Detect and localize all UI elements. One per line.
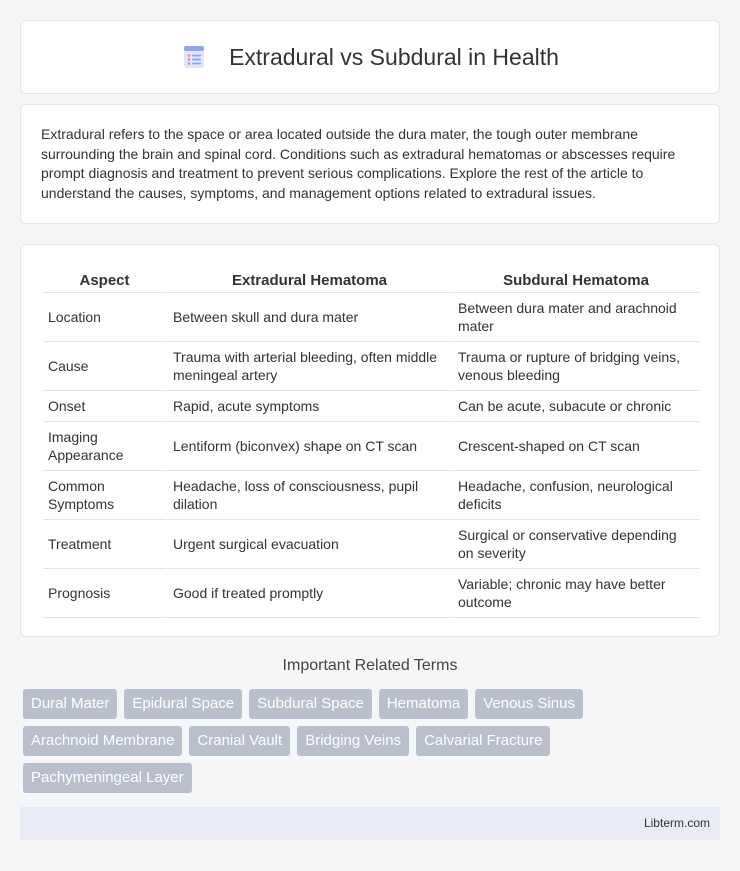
table-cell-aspect: Treatment (43, 520, 166, 569)
table-cell-aspect: Cause (43, 342, 166, 391)
table-cell-subdural: Crescent-shaped on CT scan (451, 422, 699, 471)
title-card (20, 20, 720, 94)
table-cell-extradural: Between skull and dura mater (166, 293, 451, 342)
related-term-tag[interactable]: Pachymeningeal Layer (23, 763, 192, 793)
footer (20, 807, 720, 840)
related-term-tag[interactable]: Venous Sinus (475, 689, 583, 719)
table-cell-aspect: Onset (43, 391, 166, 422)
table-row (43, 391, 699, 422)
table-cell-extradural: Good if treated promptly (166, 569, 451, 618)
footer-site-link[interactable]: Libterm.com (643, 816, 710, 830)
table-cell-extradural: Lentiform (biconvex) shape on CT scan (166, 422, 451, 471)
comparison-table (43, 265, 699, 618)
table-cell-extradural: Rapid, acute symptoms (166, 391, 451, 422)
table-cell-subdural: Trauma or rupture of bridging veins, venous bleeding (451, 342, 699, 391)
related-term-tag[interactable]: Calvarial Fracture (416, 726, 550, 756)
table-cell-subdural: Can be acute, subacute or chronic (451, 391, 699, 422)
table-cell-aspect: Location (43, 293, 166, 342)
related-terms-title: Important Related Terms (282, 657, 458, 674)
table-cell-extradural: Urgent surgical evacuation (166, 520, 451, 569)
related-terms-list (23, 689, 723, 800)
intro-card (20, 104, 720, 224)
table-cell-aspect: Imaging Appearance (43, 422, 166, 471)
comparison-table-card (20, 244, 720, 637)
table-row (43, 342, 699, 391)
table-cell-extradural: Headache, loss of consciousness, pupil dilation (166, 471, 451, 520)
table-header-aspect: Aspect (43, 265, 166, 293)
document-list-icon (181, 44, 207, 70)
table-cell-subdural: Headache, confusion, neurological deficits (451, 471, 699, 520)
related-term-tag[interactable]: Epidural Space (124, 689, 242, 719)
table-header-row (43, 265, 699, 293)
table-cell-aspect: Prognosis (43, 569, 166, 618)
related-term-tag[interactable]: Arachnoid Membrane (23, 726, 182, 756)
related-term-tag[interactable]: Subdural Space (249, 689, 372, 719)
table-cell-subdural: Surgical or conservative depending on severity (451, 520, 699, 569)
related-term-tag[interactable]: Dural Mater (23, 689, 117, 719)
table-row (43, 422, 699, 471)
table-header-subdural: Subdural Hematoma (451, 265, 699, 293)
page-title: Extradural vs Subdural in Health (229, 43, 559, 70)
table-cell-extradural: Trauma with arterial bleeding, often middle meningeal artery (166, 342, 451, 391)
table-row (43, 471, 699, 520)
related-term-tag[interactable]: Bridging Veins (297, 726, 409, 756)
table-row (43, 520, 699, 569)
table-row (43, 569, 699, 618)
table-header-extradural: Extradural Hematoma (166, 265, 451, 293)
table-cell-subdural: Variable; chronic may have better outcome (451, 569, 699, 618)
related-term-tag[interactable]: Cranial Vault (189, 726, 290, 756)
table-row (43, 293, 699, 342)
table-cell-subdural: Between dura mater and arachnoid mater (451, 293, 699, 342)
table-cell-aspect: Common Symptoms (43, 471, 166, 520)
intro-paragraph: Extradural refers to the space or area located outside the dura mater, the tough outer membrane surrounding the brain and spinal cord. Conditions such as extradural hematomas or abscesses require prompt diagnosis and treatment to prevent serious complications. Explore the rest of the article to understand the causes, symptoms, and management options related to extradural issues. (41, 126, 676, 201)
related-term-tag[interactable]: Hematoma (379, 689, 468, 719)
